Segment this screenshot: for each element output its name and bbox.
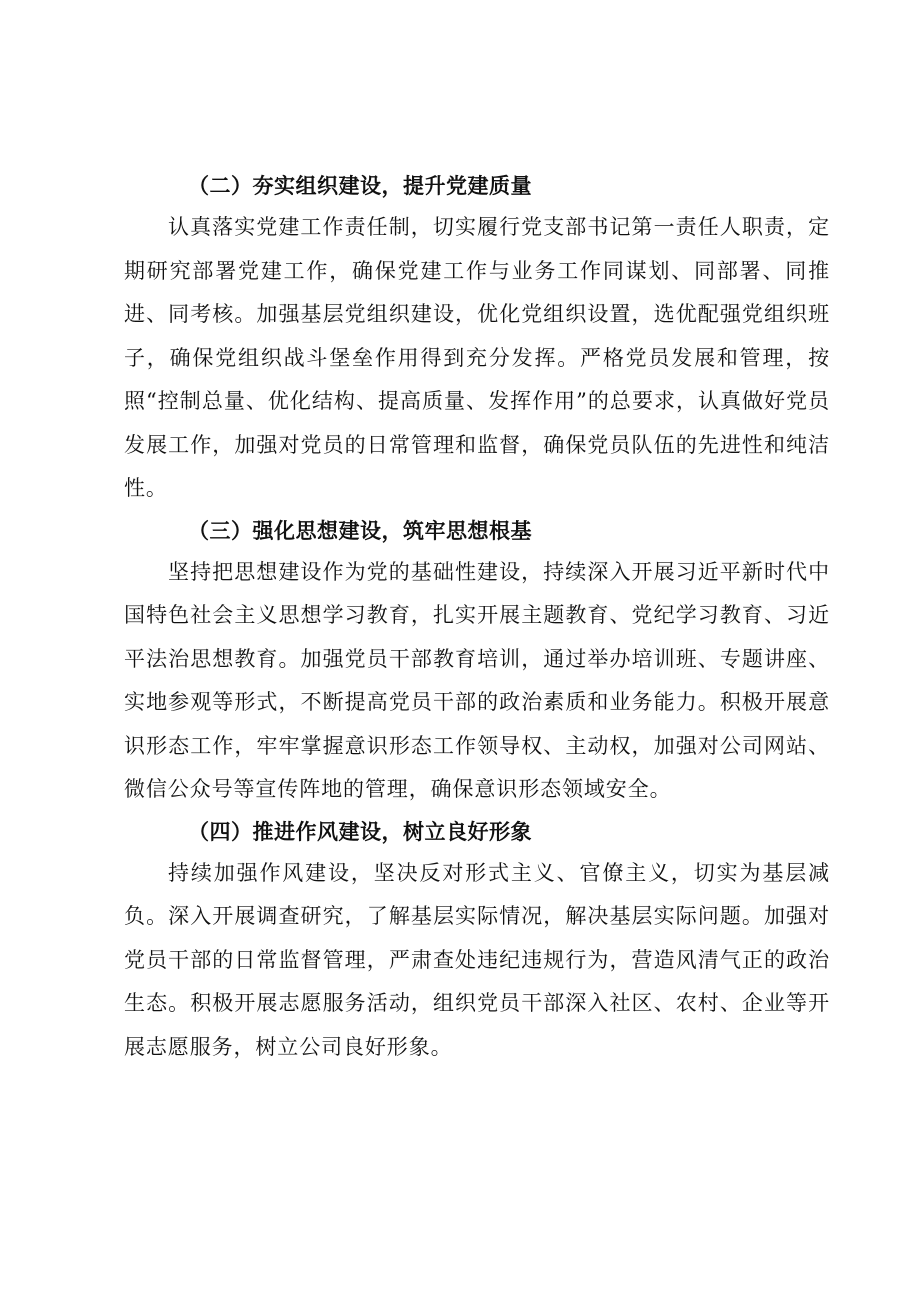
section-heading-2: （二）夯实组织建设，提升党建质量 bbox=[188, 174, 532, 198]
section-paragraph-4: 持续加强作风建设，坚决反对形式主义、官僚主义，切实为基层减负。深入开展调查研究，了解基层实际情况，解决基层实际问题。加强对党员干部的日常监督管理，严肃查处违纪违规行为，营造风清气正的政治生态。积极开展志愿服务活动，组织党员干部深入社区、农村、企业等开展志愿服务，树立公司良好形象。 bbox=[124, 860, 830, 1059]
section-paragraph-3: 坚持把思想建设作为党的基础性建设，持续深入开展习近平新时代中国特色社会主义思想学习教育，扎实开展主题教育、党纪学习教育、习近平法治思想教育。加强党员干部教育培训，通过举办培训班、专题讲座、实地参观等形式，不断提高党员干部的政治素质和业务能力。积极开展意识形态工作，牢牢掌握意识形态工作领导权、主动权，加强对公司网站、微信公众号等宣传阵地的管理，确保意识形态领域安全。 bbox=[124, 559, 830, 801]
section-paragraph-2: 认真落实党建工作责任制，切实履行党支部书记第一责任人职责，定期研究部署党建工作，确保党建工作与业务工作同谋划、同部署、同推进、同考核。加强基层党组织建设，优化党组织设置，选优配强党组织班子，确保党组织战斗堡垒作用得到充分发挥。严格党员发展和管理，按照“控制总量、优化结构、提高质量、发挥作用”的总要求，认真做好党员发展工作，加强对党员的日常管理和监督，确保党员队伍的先进性和纯洁性。 bbox=[124, 215, 830, 500]
section-heading-3: （三）强化思想建设，筑牢思想根基 bbox=[188, 518, 532, 543]
section-heading-4: （四）推进作风建设，树立良好形象 bbox=[188, 819, 532, 844]
document-body bbox=[124, 166, 830, 1069]
